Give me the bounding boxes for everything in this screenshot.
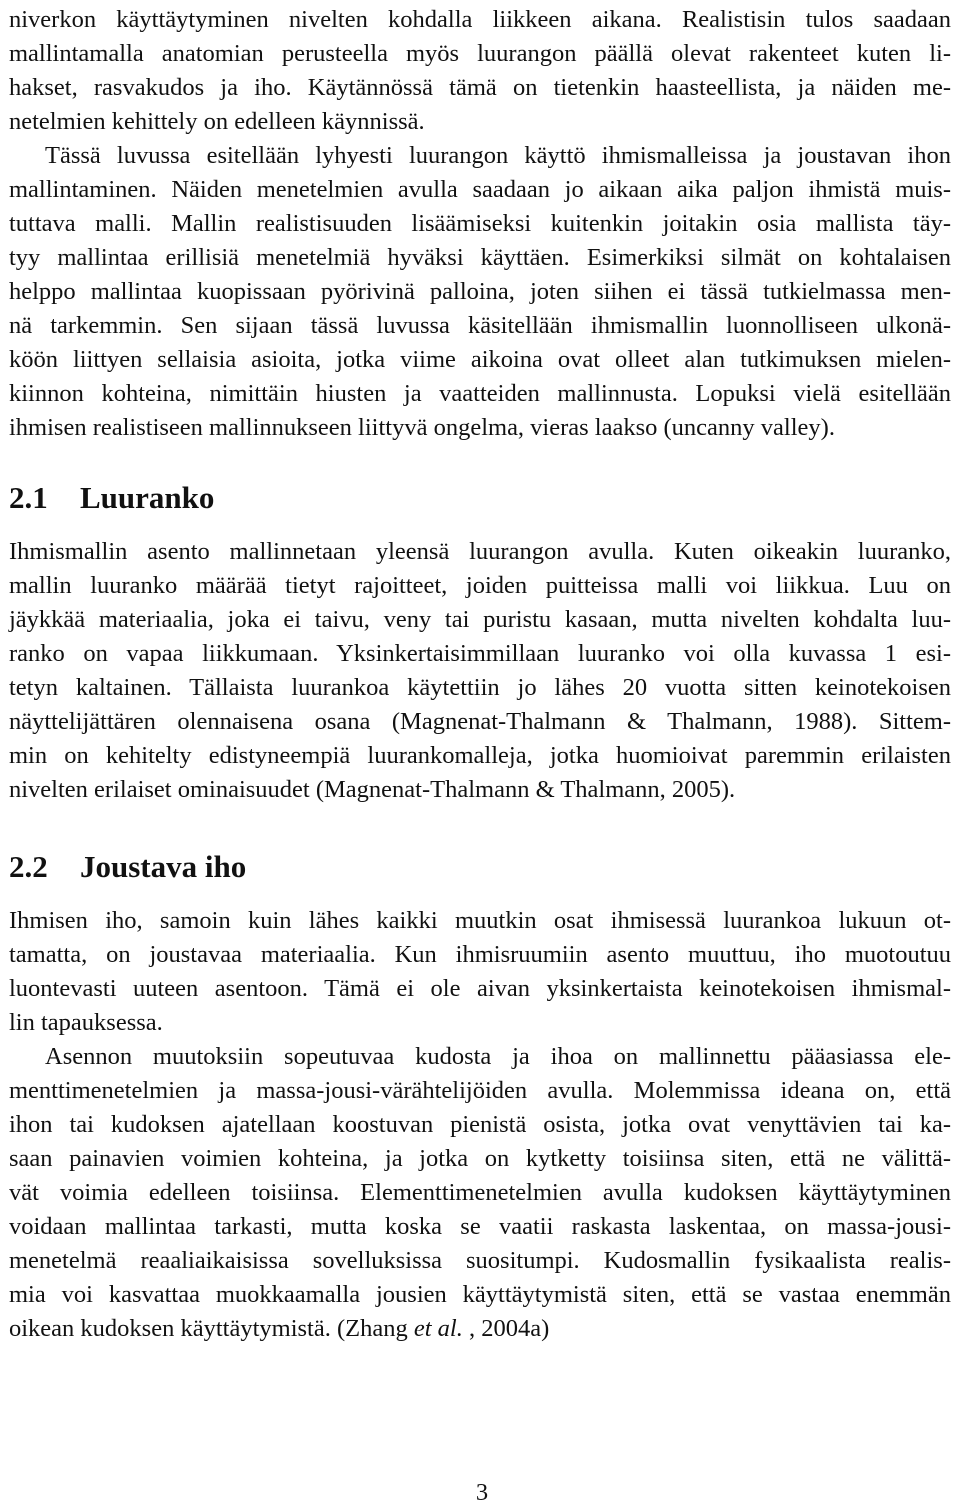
body-line: Asennon muutoksiin sopeutuvaa kudosta ja ihoa on mallinnettu pääasiassa ele- [45,1043,951,1070]
body-line: nivelten erilaiset ominaisuudet (Magnenat-Thalmann & Thalmann, 2005). [9,776,736,803]
section-number: 2.1 [9,480,48,515]
body-line-citation [9,1312,951,1346]
body-line: Ihmismallin asento mallinnetaan yleensä luurangon avulla. Kuten oikeakin luuranko, [9,538,951,565]
body-line: tamatta, on joustavaa materiaalia. Kun ihmisruumiin asento muuttuu, iho muotoutuu [9,941,951,968]
intro-line: helppo mallintaa kuopissaan pyörivinä palloina, joten siihen ei tässä tutkielmassa men- [9,278,951,305]
intro-line: mallintaminen. Näiden menetelmien avulla saadaan jo aikaan aika paljon ihmistä muis- [9,176,951,203]
section-title: Luuranko [80,480,215,515]
page-number: 3 [475,1479,489,1506]
body-line: mallin luuranko määrää tietyt rajoitteet, joiden puitteissa malli voi liikkua. Luu on [9,572,951,599]
citation-et-al: et al. [413,1315,463,1342]
intro-line: tuttava malli. Mallin realistisuuden lisäämiseksi kuitenkin joitakin osia mallista täy- [9,210,951,237]
intro-line: nä tarkemmin. Sen sijaan tässä luvussa käsitellään ihmismallin luonnolliseen ulkonä- [9,312,951,339]
intro-line: mallintamalla anatomian perusteella myös luurangon päällä olevat rakenteet kuten li- [9,40,951,67]
intro-line: kiinnon kohteina, nimittäin hiusten ja vaatteiden mallinnusta. Lopuksi vielä esitellään [9,380,951,407]
intro-line: hakset, rasvakudos ja iho. Käytännössä tämä on tietenkin haasteellista, ja näiden me- [9,74,951,101]
section-heading-2-2 [9,847,246,887]
body-line: menttimenetelmien ja massa-jousi-värähtelijöiden avulla. Molemmissa ideana on, että [9,1077,951,1104]
section-title: Joustava iho [80,849,247,884]
section-heading-2-1 [9,478,214,518]
body-line: voidaan mallintaa tarkasti, mutta koska se vaatii raskasta laskentaa, on massa-jousi- [9,1213,951,1240]
intro-line: netelmien kehittely on edelleen käynnissä. [9,108,425,135]
body-line: Ihmisen iho, samoin kuin lähes kaikki muutkin osat ihmisessä luurankoa lukuun ot- [9,907,951,934]
body-line: vät voimia edelleen toisiinsa. Elementtimenetelmien avulla kudoksen käyttäytyminen [9,1179,951,1206]
section-number: 2.2 [9,849,48,884]
intro-line: Tässä luvussa esitellään lyhyesti luurangon käyttö ihmismalleissa ja joustavan ihon [45,142,951,169]
body-line: ranko on vapaa liikkumaan. Yksinkertaisimmillaan luuranko voi olla kuvassa 1 esi- [9,640,951,667]
body-line: lin tapauksessa. [9,1009,163,1036]
body-line: min on kehitelty edistyneempiä luurankomalleja, jotka huomioivat paremmin erilaisten [9,742,951,769]
intro-line: ihmisen realistiseen mallinnukseen liittyvä ongelma, vieras laakso (uncanny valley). [9,414,835,441]
body-line: ihon tai kudoksen ajatellaan koostuvan pienistä osista, jotka ovat venyttävien tai ka- [9,1111,951,1138]
body-line: tetyn kaltainen. Tällaista luurankoa käytettiin jo lähes 20 vuotta sitten keinotekoisen [9,674,951,701]
intro-line: köön liittyen sellaisia asioita, jotka viime aikoina ovat olleet alan tutkimuksen mielen- [9,346,951,373]
intro-line: tyy mallintaa erillisiä menetelmiä hyväksi käyttäen. Esimerkiksi silmät on kohtalaisen [9,244,951,271]
body-line: luontevasti uuteen asentoon. Tämä ei ole aivan yksinkertaista keinotekoisen ihmismal- [9,975,951,1002]
citation-year: , 2004a) [462,1315,550,1342]
body-line: saan painavien voimien kohteina, ja jotka on kytketty toisiinsa siten, että ne välittä- [9,1145,951,1172]
body-line: näyttelijättären olennaisena osana (Magnenat-Thalmann & Thalmann, 1988). Sittem- [9,708,951,735]
intro-line: niverkon käyttäytyminen nivelten kohdalla liikkeen aikana. Realistisin tulos saadaan [9,6,951,33]
citation-text: oikean kudoksen käyttäytymistä. (Zhang [9,1315,414,1342]
body-line: jäykkää materiaalia, joka ei taivu, veny tai puristu kasaan, mutta nivelten kohdalta luu- [9,606,951,633]
body-line: mia voi kasvattaa muokkaamalla jousien käyttäytymistä siten, että se vastaa enemmän [9,1281,951,1308]
body-line: menetelmä reaaliaikaisissa sovelluksissa suositumpi. Kudosmallin fysikaalista realis- [9,1247,951,1274]
